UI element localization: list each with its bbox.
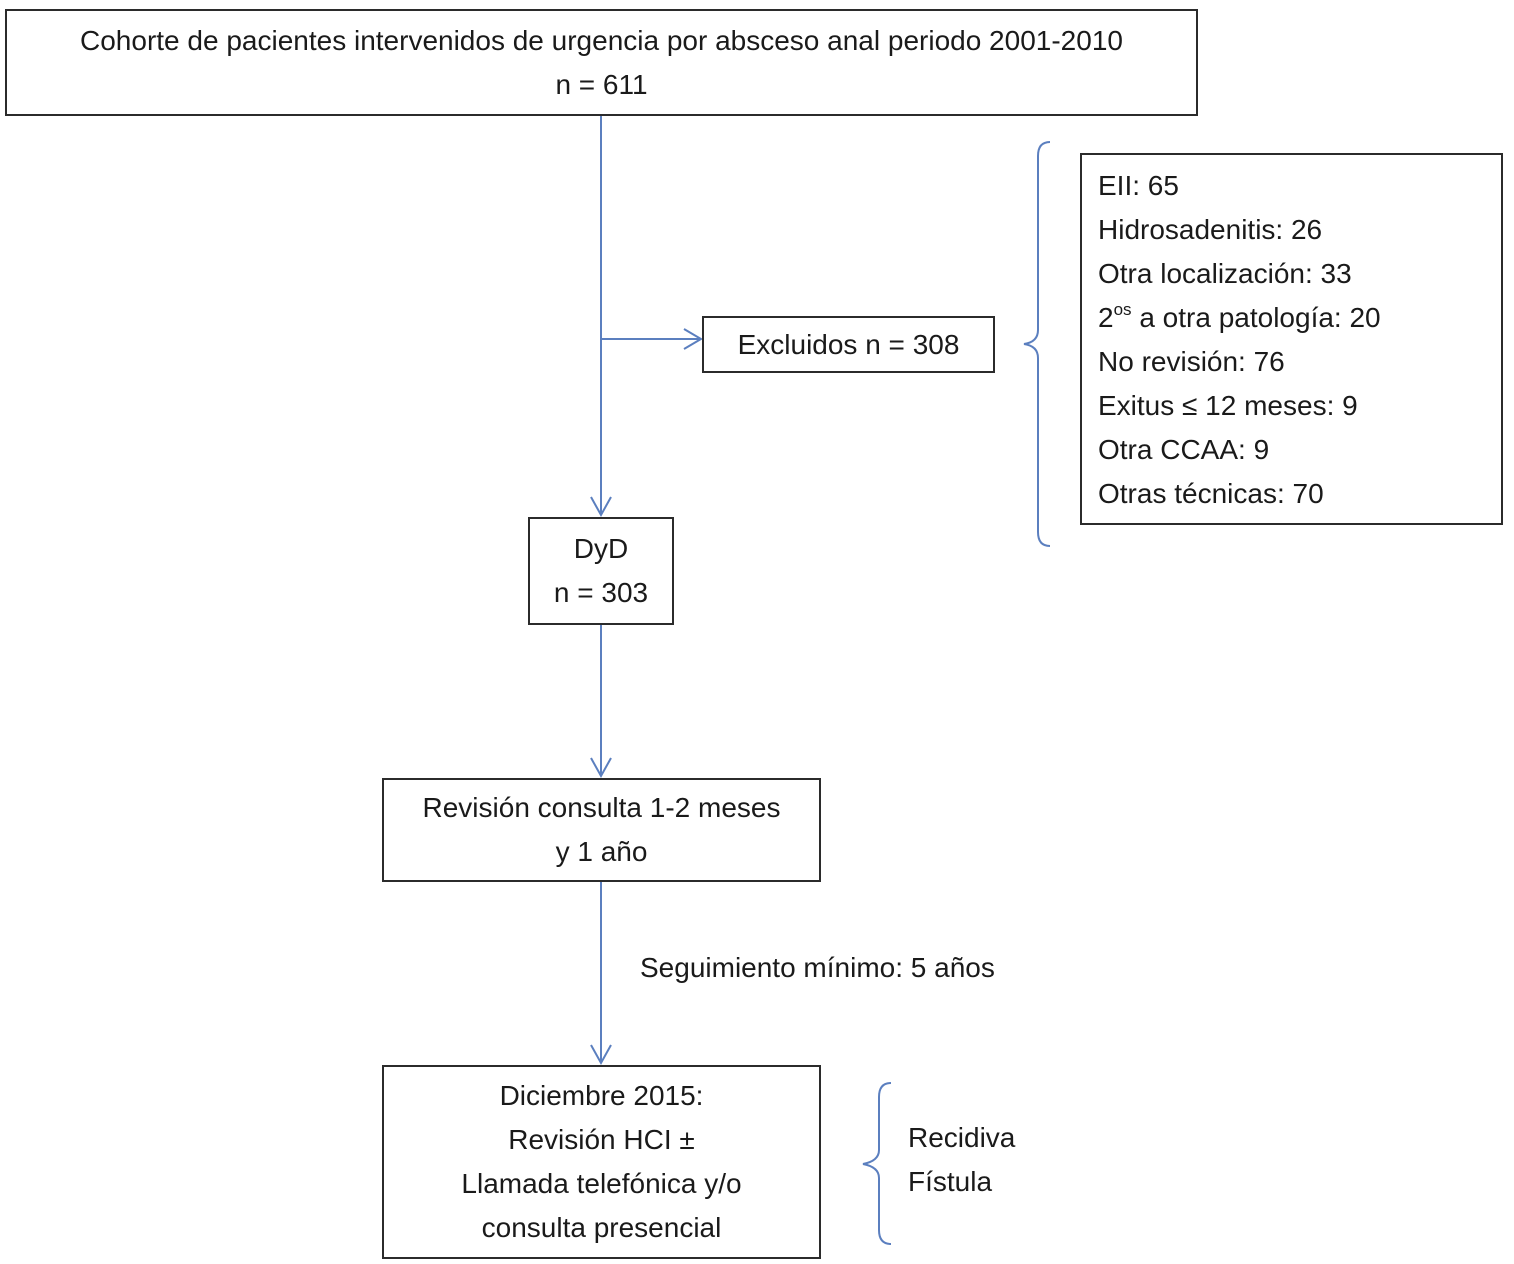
outcome-fistula: Fístula: [908, 1166, 993, 1197]
outcome-recidiva: Recidiva: [908, 1122, 1016, 1153]
dyd-count: n = 303: [553, 577, 649, 608]
exclusion-brace: [1024, 142, 1050, 546]
exclusion-reason-prefix: 2: [1098, 302, 1114, 333]
outcome-brace: [863, 1083, 891, 1244]
dyd-title: DyD: [573, 533, 629, 564]
review-line-2: y 1 año: [555, 836, 648, 867]
final-line-1: Diciembre 2015:: [499, 1080, 704, 1111]
exclusion-reason: Hidrosadenitis: 26: [1098, 214, 1323, 245]
followup-label: Seguimiento mínimo: 5 años: [640, 952, 995, 983]
excluded-box: [702, 316, 995, 373]
exclusion-reasons-box: [1080, 153, 1503, 525]
review-box: [382, 778, 821, 882]
exclusion-reason: [1098, 296, 1501, 340]
cohort-count: n = 611: [555, 68, 648, 100]
exclusion-reason-superscript: os: [1113, 300, 1132, 319]
review-line-1: Revisión consulta 1-2 meses: [422, 792, 781, 823]
final-box: [382, 1065, 821, 1259]
exclusion-reason-suffix: a otra patología: 20: [1131, 302, 1381, 333]
exclusion-reason: Exitus ≤ 12 meses: 9: [1098, 390, 1358, 421]
exclusion-reason: No revisión: 76: [1098, 346, 1285, 377]
final-line-3: Llamada telefónica y/o: [461, 1168, 742, 1199]
dyd-box: [528, 517, 674, 625]
exclusion-reason: Otra CCAA: 9: [1098, 434, 1270, 465]
exclusion-reason: EII: 65: [1098, 170, 1179, 201]
cohort-title: Cohorte de pacientes intervenidos de urgencia por absceso anal periodo 2001-2010: [80, 24, 1123, 56]
cohort-box: [5, 9, 1198, 116]
final-line-2: Revisión HCI ±: [508, 1124, 695, 1155]
exclusion-reason: Otras técnicas: 70: [1098, 478, 1324, 509]
exclusion-reason: Otra localización: 33: [1098, 258, 1352, 289]
final-line-4: consulta presencial: [481, 1212, 722, 1243]
excluded-label: Excluidos n = 308: [737, 328, 960, 360]
